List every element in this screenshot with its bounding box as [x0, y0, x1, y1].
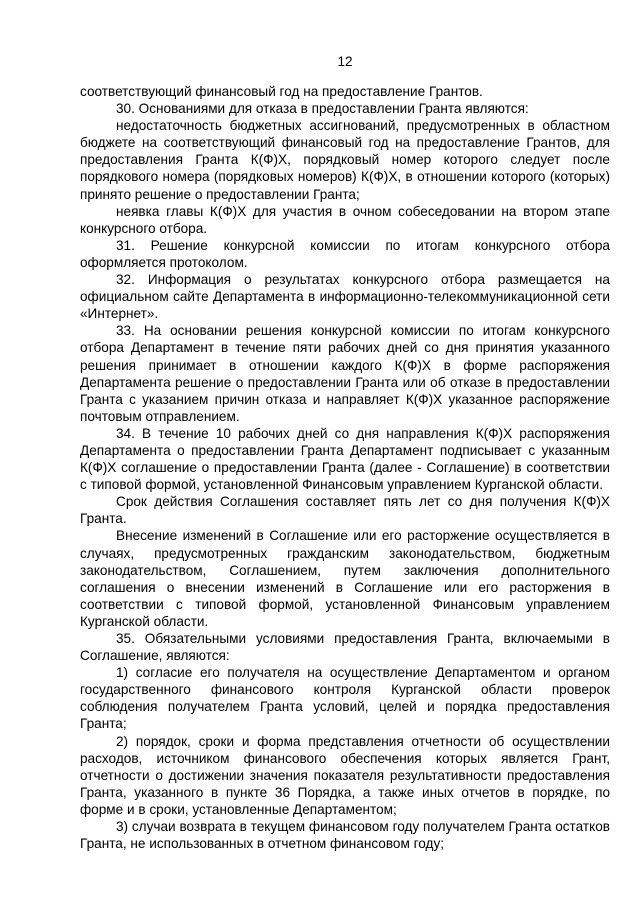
- paragraph-34-term: Срок действия Соглашения составляет пять лет со дня получения К(Ф)Х Гранта.: [80, 494, 610, 527]
- paragraph-35: 35. Обязательными условиями предоставления Гранта, включаемыми в Соглашение, являются:: [80, 631, 610, 664]
- paragraph-31: 31. Решение конкурсной комиссии по итогам конкурсного отбора оформляется протоколом.: [80, 237, 610, 270]
- paragraph-35-item-2: 2) порядок, сроки и форма представления отчетности об осуществлении расходов, источником финансового обеспечения которых является Грант, отчетности о достижении значения показателя результативности предоставления Гранта, указанного в пункте 36 Порядка, а также иных отчетов в порядке, по форме и в сроки, установленные Департаментом;: [80, 733, 610, 817]
- paragraph-continuation: соответствующий финансовый год на предоставление Грантов.: [80, 84, 483, 99]
- paragraph-33: 33. На основании решения конкурсной комиссии по итогам конкурсного отбора Департамент в течение пяти рабочих дней со дня принятия указанного решения принимает в отношении каждого К(Ф)Х в форме распоряжения Департамента решение о предоставлении Гранта или об отказе в предоставлении Гранта с указанием причин отказа и направляет К(Ф)Х указанное распоряжение почтовым отправлением.: [80, 323, 610, 424]
- paragraph-30-reason-1: недостаточность бюджетных ассигнований, предусмотренных в областном бюджете на соответствующий финансовый год на предоставление Грантов, для предоставления Гранта К(Ф)Х, порядковый номер которого следует после порядкового номера (порядковых номеров) К(Ф)Х, в отношении которого (которых) принято решение о предоставлении Гранта;: [80, 118, 610, 202]
- paragraph-35-item-3: 3) случаи возврата в текущем финансовом году получателем Гранта остатков Гранта, не использованных в отчетном финансовом году;: [80, 819, 610, 852]
- page-number: 12: [337, 54, 353, 69]
- paragraph-30: 30. Основаниями для отказа в предоставлении Гранта являются:: [116, 101, 529, 117]
- document-body: [80, 83, 610, 852]
- paragraph-32: 32. Информация о результатах конкурсного отбора размещается на официальном сайте Департамента в информационно-телекоммуникационной сети «Интернет».: [80, 272, 610, 322]
- paragraph-35-item-1: 1) согласие его получателя на осуществление Департаментом и органом государственного финансового контроля Курганской области проверок соблюдения получателем Гранта условий, целей и порядка предоставления Гранта;: [80, 665, 610, 732]
- paragraph-34-amendment: Внесение изменений в Соглашение или его расторжение осуществляется в случаях, предусмотренных гражданским законодательством, бюджетным законодательством, Соглашением, путем заключения дополнительного соглашения о внесении изменений в Соглашение или его расторжения в соответствии с типовой формой, установленной Финансовым управлением Курганской области.: [80, 528, 610, 629]
- paragraph-34: 34. В течение 10 рабочих дней со дня направления К(Ф)Х распоряжения Департамента о предоставлении Гранта Департамент подписывает с указанным К(Ф)Х соглашение о предоставлении Гранта (далее - Соглашение) в соответствии с типовой формой, установленной Финансовым управлением Курганской области.: [80, 425, 610, 493]
- paragraph-30-reason-2: неявка главы К(Ф)Х для участия в очном собеседовании на втором этапе конкурсного отбора.: [80, 203, 610, 236]
